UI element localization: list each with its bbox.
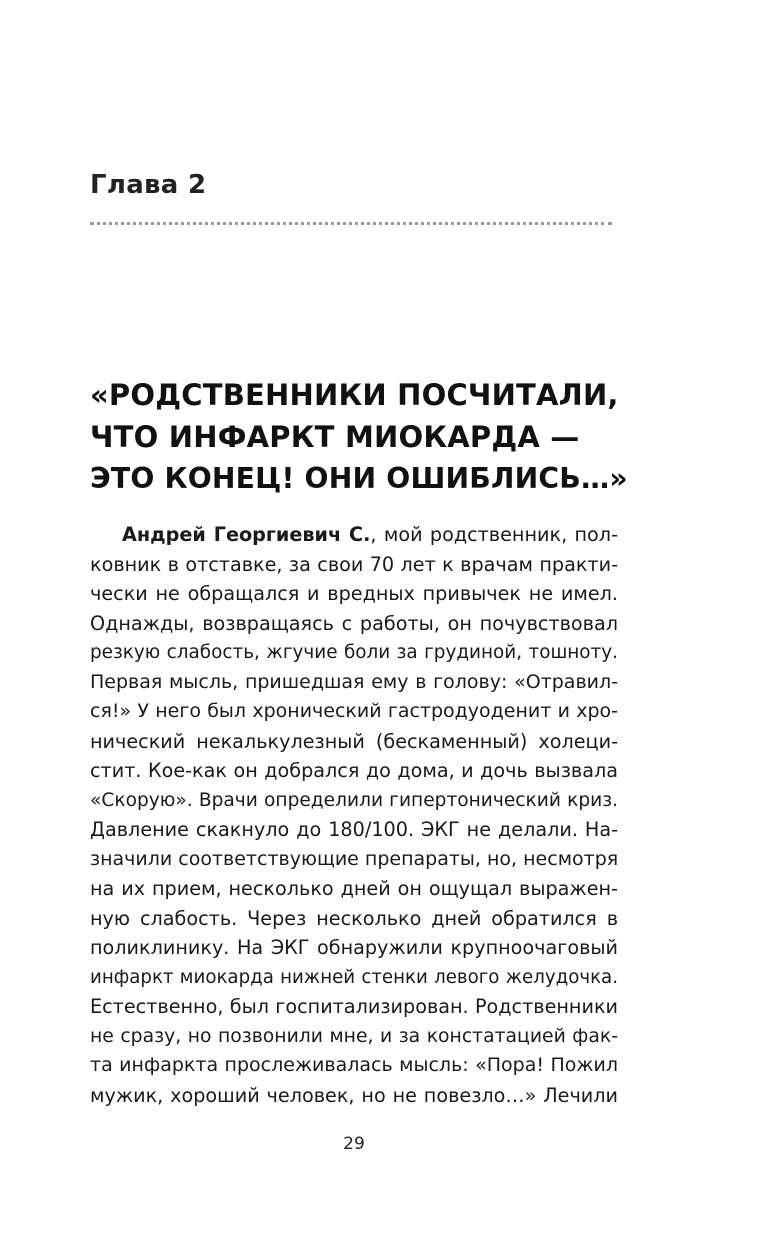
body-line: ся!» У него был хронический гастродуоденит и хро- <box>90 700 618 722</box>
body-paragraph <box>90 520 618 1110</box>
body-line: на их прием, несколько дней он ощущал выражен- <box>90 877 618 900</box>
body-line: мужик, хороший человек, но не повезло…» Лечили <box>90 1083 618 1107</box>
body-line: инфаркт миокарда нижней стенки левого желудочка. <box>90 966 618 988</box>
body-line <box>90 520 618 550</box>
body-line: нический некалькулезный (бескаменный) холеци- <box>90 729 618 753</box>
body-line: ную слабость. Через несколько дней обратился в <box>90 906 618 930</box>
body-line: не сразу, но позвонили мне, и за констатацией фак- <box>90 1025 618 1047</box>
lead-name: Андрей Георгиевич С. <box>122 523 371 546</box>
body-line: Естественно, был госпитализирован. Родственники <box>90 995 618 1018</box>
body-line: чески не обращался и вредных привычек не имел. <box>90 582 618 605</box>
body-line: стит. Кое-как он добрался до дома, и дочь вызвала <box>90 759 618 782</box>
body-line: Однажды, возвращаясь с работы, он почувствовал <box>90 611 618 635</box>
body-line: Первая мысль, пришедшая ему в голову: «Отравил- <box>90 670 618 693</box>
chapter-label: Глава 2 <box>90 170 207 200</box>
chapter-title-line: ЧТО ИНФАРКТ МИОКАРДА — <box>90 420 580 454</box>
chapter-title-line: «РОДСТВЕННИКИ ПОСЧИТАЛИ, <box>90 378 619 412</box>
page-number: 29 <box>343 1134 365 1154</box>
body-line: поликлинику. На ЭКГ обнаружили крупноочаговый <box>90 936 618 959</box>
body-line: ковник в отставке, за свои 70 лет к врачам практи- <box>90 552 618 576</box>
chapter-title <box>90 374 630 500</box>
body-line: «Скорую». Врачи определили гипертонический криз. <box>90 789 618 811</box>
first-line-rest: , мой родственник, пол- <box>370 523 618 546</box>
dotted-divider <box>90 222 612 225</box>
body-line: Давление скакнуло до 180/100. ЭКГ не делали. На- <box>90 818 618 841</box>
chapter-title-line: ЭТО КОНЕЦ! ОНИ ОШИБЛИСЬ…» <box>90 462 628 495</box>
body-line: резкую слабость, жгучие боли за грудиной, тошноту. <box>90 642 618 663</box>
body-line: значили соответствующие препараты, но, несмотря <box>90 847 619 870</box>
body-line: та инфаркта прослеживалась мысль: «Пора! Пожил <box>90 1054 618 1076</box>
